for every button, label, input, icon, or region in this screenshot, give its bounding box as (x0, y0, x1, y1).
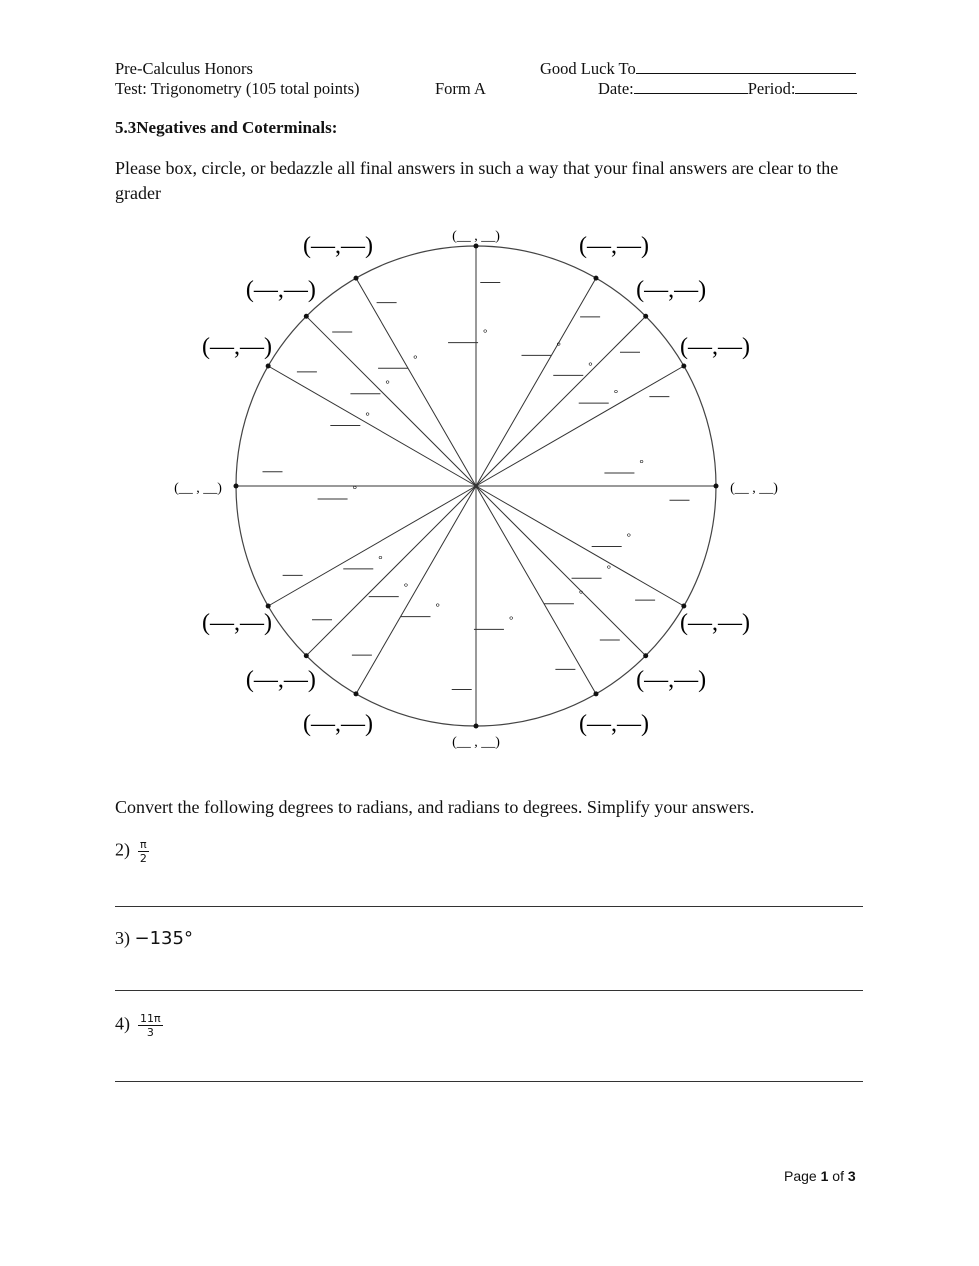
radius-line (306, 483, 476, 656)
degree-symbol: ° (352, 483, 357, 496)
coordinate-label: (—,—) (680, 334, 751, 360)
coordinate-label: (—,—) (680, 610, 751, 636)
coordinate-label: (__ , __) (452, 229, 500, 244)
angle-point (681, 364, 686, 369)
answer-line-3[interactable] (115, 990, 863, 991)
coordinate-label: (—,—) (636, 667, 707, 694)
angle-point (354, 276, 359, 281)
angle-point (714, 484, 719, 489)
angle-point (474, 724, 479, 729)
expression: −135° (134, 928, 193, 949)
degree-symbol: ° (626, 531, 632, 544)
coordinate-label: (—,—) (303, 232, 373, 259)
page-of: of (828, 1168, 848, 1184)
coordinate-label: (—,—) (245, 667, 316, 694)
coordinate-label: (__ , __) (174, 481, 222, 496)
degree-symbol: ° (403, 581, 409, 594)
radius-line (476, 486, 646, 656)
degree-symbol: ° (435, 601, 440, 614)
page-number (784, 1168, 856, 1184)
degree-symbol: ° (385, 378, 390, 391)
numerator: π (140, 838, 147, 851)
question-number: 2) (115, 839, 130, 860)
angle-point (266, 604, 271, 609)
fraction (138, 838, 149, 865)
degree-symbol: ° (613, 388, 619, 401)
form-label: Form A (435, 79, 486, 98)
course-name: Pre-Calculus Honors (115, 59, 253, 78)
radius-line (476, 278, 596, 486)
page-prefix: Page (784, 1168, 821, 1184)
angle-point (643, 314, 648, 319)
coordinate-label: (—,—) (579, 232, 649, 259)
question-number: 4) (115, 1013, 130, 1034)
angle-point (594, 691, 599, 696)
coordinate-label: (—,—) (201, 334, 272, 360)
degree-symbol: ° (483, 327, 488, 340)
degree-symbol: ° (556, 340, 561, 353)
denominator: 2 (139, 852, 147, 865)
coordinate-label: (—,—) (303, 711, 373, 738)
date-period-fields[interactable] (598, 79, 857, 99)
radius-line (356, 278, 476, 486)
current-page: 1 (820, 1168, 829, 1184)
degree-symbol: ° (578, 588, 584, 601)
coordinate-label: (—,—) (245, 276, 316, 303)
angle-point (474, 244, 479, 249)
radius-line (268, 483, 476, 606)
numerator: 11π (140, 1012, 161, 1025)
degree-symbol: ° (378, 553, 383, 566)
question-3 (115, 928, 193, 949)
answer-line-4[interactable] (115, 1081, 863, 1082)
fraction (138, 1012, 163, 1039)
angle-point (354, 691, 359, 696)
total-pages: 3 (847, 1168, 856, 1184)
answer-line-2[interactable] (115, 906, 863, 907)
radius-line (476, 366, 684, 486)
question-4 (115, 1012, 163, 1039)
section-title: 5.3Negatives and Coterminals: (115, 118, 338, 137)
angle-point (594, 276, 599, 281)
radius-line (306, 316, 476, 486)
degree-symbol: ° (588, 360, 593, 373)
angle-point (304, 653, 309, 658)
instructions: Please box, circle, or bedazzle all final answers in such a way that your final answers are clear to the grader (115, 158, 839, 203)
period-label: Period: (747, 79, 796, 98)
degree-symbol: ° (606, 563, 611, 576)
date-label: Date: (598, 79, 634, 98)
angle-point (266, 364, 271, 369)
degree-symbol: ° (508, 614, 514, 627)
angle-point (681, 604, 686, 609)
convert-prompt: Convert the following degrees to radians, and radians to degrees. Simplify your answers. (115, 797, 755, 817)
degree-symbol: ° (365, 410, 370, 423)
good-luck-field[interactable] (540, 59, 856, 79)
good-luck-label: Good Luck To (540, 59, 636, 78)
angle-point (234, 484, 239, 489)
question-number: 3) (115, 928, 130, 948)
angle-point (304, 314, 309, 319)
question-2 (115, 838, 149, 865)
coordinate-label: (—,—) (201, 610, 272, 636)
degree-symbol: ° (413, 353, 418, 366)
angle-point (643, 653, 648, 658)
coordinate-label: (—,—) (579, 711, 649, 738)
degree-symbol: ° (639, 458, 644, 471)
radius-line (356, 486, 476, 694)
coordinate-label: (—,—) (636, 276, 707, 303)
test-title: Test: Trigonometry (105 total points) (115, 79, 360, 98)
coordinate-label: (__ , __) (730, 481, 778, 496)
denominator: 3 (146, 1026, 154, 1039)
unit-circle-diagram (160, 220, 800, 765)
coordinate-label: (__ , __) (452, 735, 500, 750)
radius-line (268, 366, 476, 486)
